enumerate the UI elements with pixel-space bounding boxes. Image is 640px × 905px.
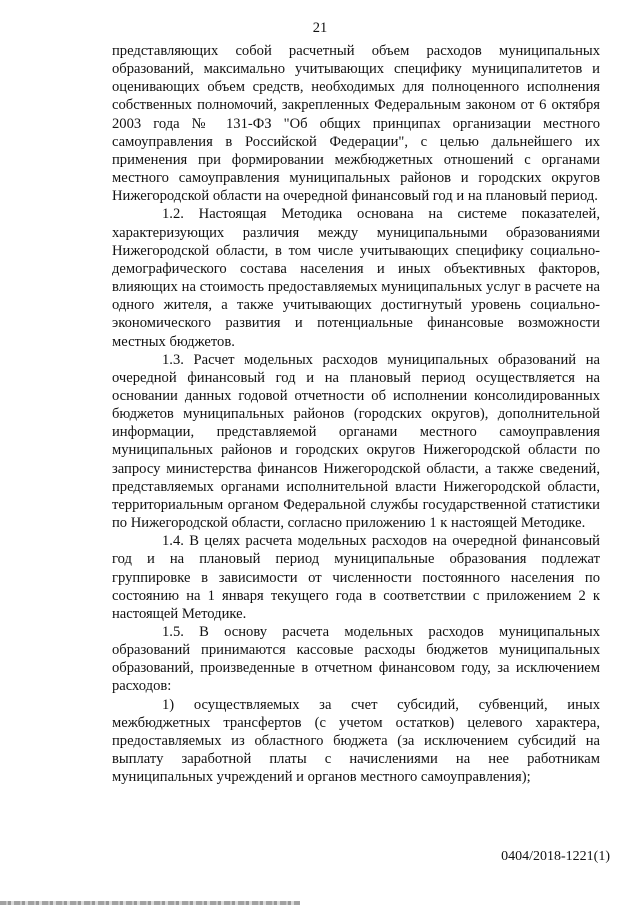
document-body xyxy=(112,42,600,786)
list-item-1: 1) осуществляемых за счет субсидий, субвенций, иных межбюджетных трансфертов (с учетом остатков) целевого характера, предоставляемых из областного бюджета (за исключением субсидий на выплату заработной платы с начислениями на нее работникам муниципальных учреждений и органов местного самоуправления); xyxy=(112,696,600,786)
page-number: 21 xyxy=(312,20,328,36)
paragraph-1-5: 1.5. В основу расчета модельных расходов муниципальных образований принимаются кассовые расходы бюджетов муниципальных образований, произведенные в отчетном финансовом году, за исключением расходов: xyxy=(112,624,600,695)
paragraph-1-3: 1.3. Расчет модельных расходов муниципальных образований на очередной финансовый год и на плановый период осуществляется на основании данных годовой отчетности об исполнении консолидированных бюджетов муниципальных районов (городских округов), дополнительной информации, представляемой органами местного самоуправления муниципальных районов и городских округов Нижегородской области по запросу министерства финансов Нижегородской области, а также сведений, представляемых органами исполнительной власти Нижегородской области, территориальным органом Федеральной службы государственной статистики по Нижегородской области, согласно приложению 1 к настоящей Методике. xyxy=(112,351,600,532)
paragraph-1-4: 1.4. В целях расчета модельных расходов на очередной финансовый год и на плановый период муниципальные образования подлежат группировке в зависимости от численности постоянного населения по состоянию на 1 января текущего года в соответствии с приложением 2 к настоящей Методике. xyxy=(112,533,600,622)
paragraph-continuation: представляющих собой расчетный объем расходов муниципальных образований, максимально учитывающих специфику муниципалитетов и оценивающих объем средств, необходимых для полноценного исполнения собственных полномочий, закрепленных Федеральным законом от 6 октября 2003 года № 131-ФЗ "Об общих принципах организации местного самоуправления в Российской Федерации", с целью дальнейшего их применения при формировании межбюджетных отношений с органами местного самоуправления муниципальных районов и городских округов Нижегородской области на очередной финансовый год и на плановый период. xyxy=(112,43,600,205)
scan-artifact xyxy=(0,901,300,905)
document-code: 0404/2018-1221(1) xyxy=(501,849,610,864)
paragraph-1-2: 1.2. Настоящая Методика основана на системе показателей, характеризующих различия между муниципальными образованиями Нижегородской области, в том числе учитывающих специфику социально-демографического состава населения и иных объективных факторов, влияющих на стоимость предоставляемых муниципальных услуг в расчете на одного жителя, а также учитывающих достигнутый уровень социально-экономического развития и потенциальные финансовые возможности местных бюджетов. xyxy=(112,206,600,350)
